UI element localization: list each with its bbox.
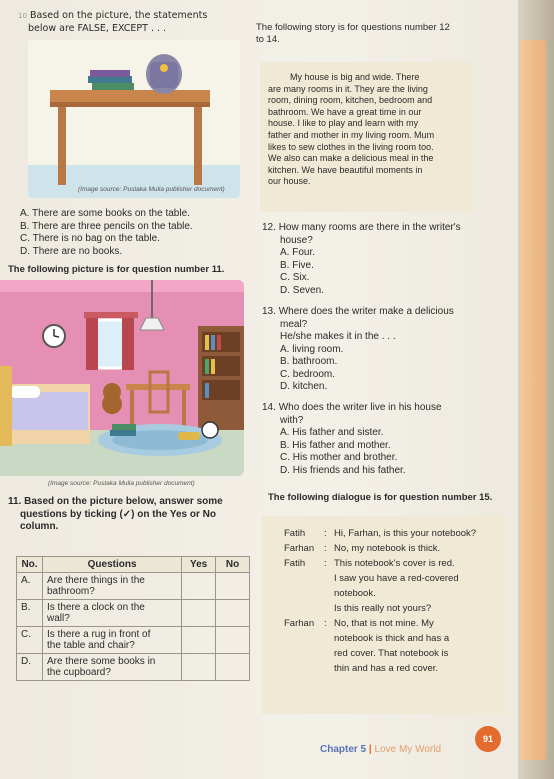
story-line-8: We also can make a delicious meal in the <box>268 153 434 164</box>
q11-row-a-question <box>42 573 181 600</box>
q13-option-a[interactable]: A. living room. <box>280 343 344 355</box>
dialogue-text-3a: This notebook's cover is red. <box>334 558 455 569</box>
q11-header-no-answer: No <box>216 557 250 573</box>
q11-picture-intro: The following picture is for question number 11. <box>8 264 225 275</box>
q12-option-d[interactable]: D. Seven. <box>280 284 324 296</box>
dialogue-text-3c: notebook. <box>334 588 376 599</box>
q11-row-c-q2: the table and chair? <box>46 640 135 651</box>
q10-number: 10 <box>18 12 27 20</box>
q11-row-c-no: C. <box>17 627 43 654</box>
bedroom-illustration <box>0 280 244 476</box>
table-row <box>17 573 250 600</box>
q13-option-c[interactable]: C. bedroom. <box>280 368 336 380</box>
dialogue-text-4a: No, that is not mine. My <box>334 618 434 629</box>
q11-row-a-q2: bathroom? <box>46 586 95 597</box>
q14-option-c[interactable]: C. His mother and brother. <box>280 452 398 463</box>
q11-row-b-yes-cell[interactable] <box>182 600 216 627</box>
story-intro-line2: to 14. <box>256 33 280 45</box>
footer-title: Love My World <box>374 744 442 755</box>
dialogue-line-2: Farhan : No, my notebook is thick. <box>284 543 441 554</box>
q13-option-b[interactable]: B. bathroom. <box>280 356 338 367</box>
q11-row-c-yes-cell[interactable] <box>182 627 216 654</box>
q12-option-c[interactable]: C. Six. <box>280 272 310 283</box>
q13-option-d[interactable]: D. kitchen. <box>280 381 328 392</box>
q10-options <box>20 208 260 258</box>
dialogue-speaker-1: Fatih <box>284 528 306 539</box>
dialogue-line-1: Fatih : Hi, Farhan, is this your notebook? <box>284 528 477 539</box>
q11-row-d-question <box>42 654 181 681</box>
q12-option-a[interactable]: A. Four. <box>280 247 316 258</box>
table-row <box>17 654 250 681</box>
q11-row-c-question <box>42 627 181 654</box>
q13-line2: meal? <box>280 318 308 330</box>
dialogue-text-4b: notebook is thick and has a <box>334 633 450 644</box>
q14-option-a[interactable]: A. His father and sister. <box>280 427 384 438</box>
story-intro <box>256 22 506 45</box>
q14-option-d[interactable]: D. His friends and his father. <box>280 464 406 476</box>
q12 <box>262 222 492 297</box>
q11-row-b-q2: wall? <box>46 613 70 624</box>
q11-stem-line3: column. <box>20 521 59 532</box>
q14-line1: Who does the writer live in his house <box>278 402 442 413</box>
story-text <box>268 72 468 188</box>
q11-stem-line1: Based on the picture below, answer some <box>24 496 223 507</box>
q11-stem <box>8 496 248 534</box>
table-row <box>17 627 250 654</box>
q12-line1: How many rooms are there in the writer's <box>278 222 461 233</box>
q11-header-no: No. <box>17 557 43 573</box>
q13-number: 13. <box>262 306 276 317</box>
story-line-9: kitchen. We have beautiful moments in <box>268 164 423 175</box>
dialogue-text-2a: No, my notebook is thick. <box>334 543 441 554</box>
story-line-1: My house is big and wide. There <box>290 72 420 82</box>
dialogue-text-4d: thin and has a red cover. <box>334 663 439 674</box>
q11-row-b-question <box>42 600 181 627</box>
dialogue-text-1a: Hi, Farhan, is this your notebook? <box>334 528 477 539</box>
q10-stem-line1: Based on the picture, the statements <box>29 10 208 21</box>
q11-row-d-yes-cell[interactable] <box>182 654 216 681</box>
q10-option-a[interactable]: A. There are some books on the table. <box>20 208 190 219</box>
q11-row-b-no-cell[interactable] <box>216 600 250 627</box>
q12-line2: house? <box>280 234 313 246</box>
story-intro-line1: The following story is for questions number 12 <box>256 22 450 33</box>
q13-line3: He/she makes it in the . . . <box>280 331 396 342</box>
q13 <box>262 306 492 394</box>
q11-header-questions: Questions <box>42 557 181 573</box>
q11-row-b-no: B. <box>17 600 43 627</box>
dialogue-speaker-3: Fatih <box>284 558 306 569</box>
q11-stem-line2: questions by ticking (✓) on the Yes or No <box>20 508 216 520</box>
q10-stem <box>18 10 238 34</box>
footer <box>320 744 441 755</box>
q11-row-a-q1: Are there things in the <box>46 575 145 586</box>
story-line-2: are many rooms in it. They are the living <box>268 83 428 94</box>
dialogue-speaker-4: Farhan <box>284 618 315 629</box>
q11-row-d-no: D. <box>17 654 43 681</box>
q11-number: 11. <box>8 496 22 507</box>
story-line-6: father and mother in my living room. Mum <box>268 129 435 140</box>
q11-row-d-no-cell[interactable] <box>216 654 250 681</box>
q13-line1: Where does the writer make a delicious <box>278 306 454 317</box>
dialogue-text-3b: I saw you have a red-covered <box>334 573 459 584</box>
page-number-badge <box>475 726 501 752</box>
dialogue-speaker-2: Farhan <box>284 543 315 554</box>
q14-number: 14. <box>262 402 276 413</box>
dialogue-text-3d: Is this really not yours? <box>334 603 432 614</box>
q12-number: 12. <box>262 222 276 233</box>
q11-table-header <box>17 557 250 573</box>
q10-option-d[interactable]: D. There are no books. <box>20 245 123 257</box>
q14-line2: with? <box>280 414 304 426</box>
story-line-3: room, dining room, kitchen, bedroom and <box>268 95 433 106</box>
footer-chapter: Chapter 5 <box>320 744 367 755</box>
dialogue <box>284 526 504 676</box>
q10-option-c[interactable]: C. There is no bag on the table. <box>20 233 160 244</box>
story-line-5: house. I like to play and learn with my <box>268 118 419 129</box>
q15-intro: The following dialogue is for question number 15. <box>268 492 493 503</box>
q12-option-b[interactable]: B. Five. <box>280 259 314 271</box>
table-row <box>17 600 250 627</box>
q10-option-b[interactable]: B. There are three pencils on the table. <box>20 220 193 232</box>
story-line-7: likes to sew clothes in the living room too. <box>268 141 434 152</box>
q10-stem-line2: below are FALSE, EXCEPT . . . <box>28 22 167 34</box>
q11-row-c-no-cell[interactable] <box>216 627 250 654</box>
q14-option-b[interactable]: B. His father and mother. <box>280 439 391 451</box>
q11-row-a-no-cell[interactable] <box>216 573 250 600</box>
page-side-tab <box>520 40 546 760</box>
q11-row-a-no: A. <box>17 573 43 600</box>
desk-illustration <box>28 40 240 198</box>
q11-header-yes: Yes <box>182 557 216 573</box>
story-line-10: our house. <box>268 176 311 187</box>
dialogue-text-4c: red cover. That notebook is <box>334 648 449 659</box>
q14 <box>262 402 492 477</box>
page-number: 91 <box>482 734 493 744</box>
q11-row-d-q2: the cupboard? <box>46 667 111 678</box>
q11-image-source: (Image source: Pustaka Mulia publisher document) <box>48 480 195 487</box>
q11-table <box>16 556 250 681</box>
story-line-4: bathroom. We have a great time in our <box>268 106 422 117</box>
q10-image-source: (Image source: Pustaka Mulia publisher document) <box>78 186 225 193</box>
q11-row-a-yes-cell[interactable] <box>182 573 216 600</box>
q11-row-b-q1: Is there a clock on the <box>46 602 145 613</box>
q11-row-c-q1: Is there a rug in front of <box>46 629 151 640</box>
dialogue-line-3: Fatih : This notebook's cover is red. I saw you have a red-covered notebook. Is this really not yours? <box>284 558 459 614</box>
q11-table-wrap <box>16 556 250 681</box>
dialogue-line-4: Farhan : No, that is not mine. My notebook is thick and has a red cover. That notebook is thin and has a red cover. <box>284 618 450 674</box>
q11-picture <box>0 280 244 476</box>
q11-row-d-q1: Are there some books in <box>46 656 156 667</box>
q10-picture <box>28 40 240 198</box>
footer-separator: | <box>368 744 372 755</box>
